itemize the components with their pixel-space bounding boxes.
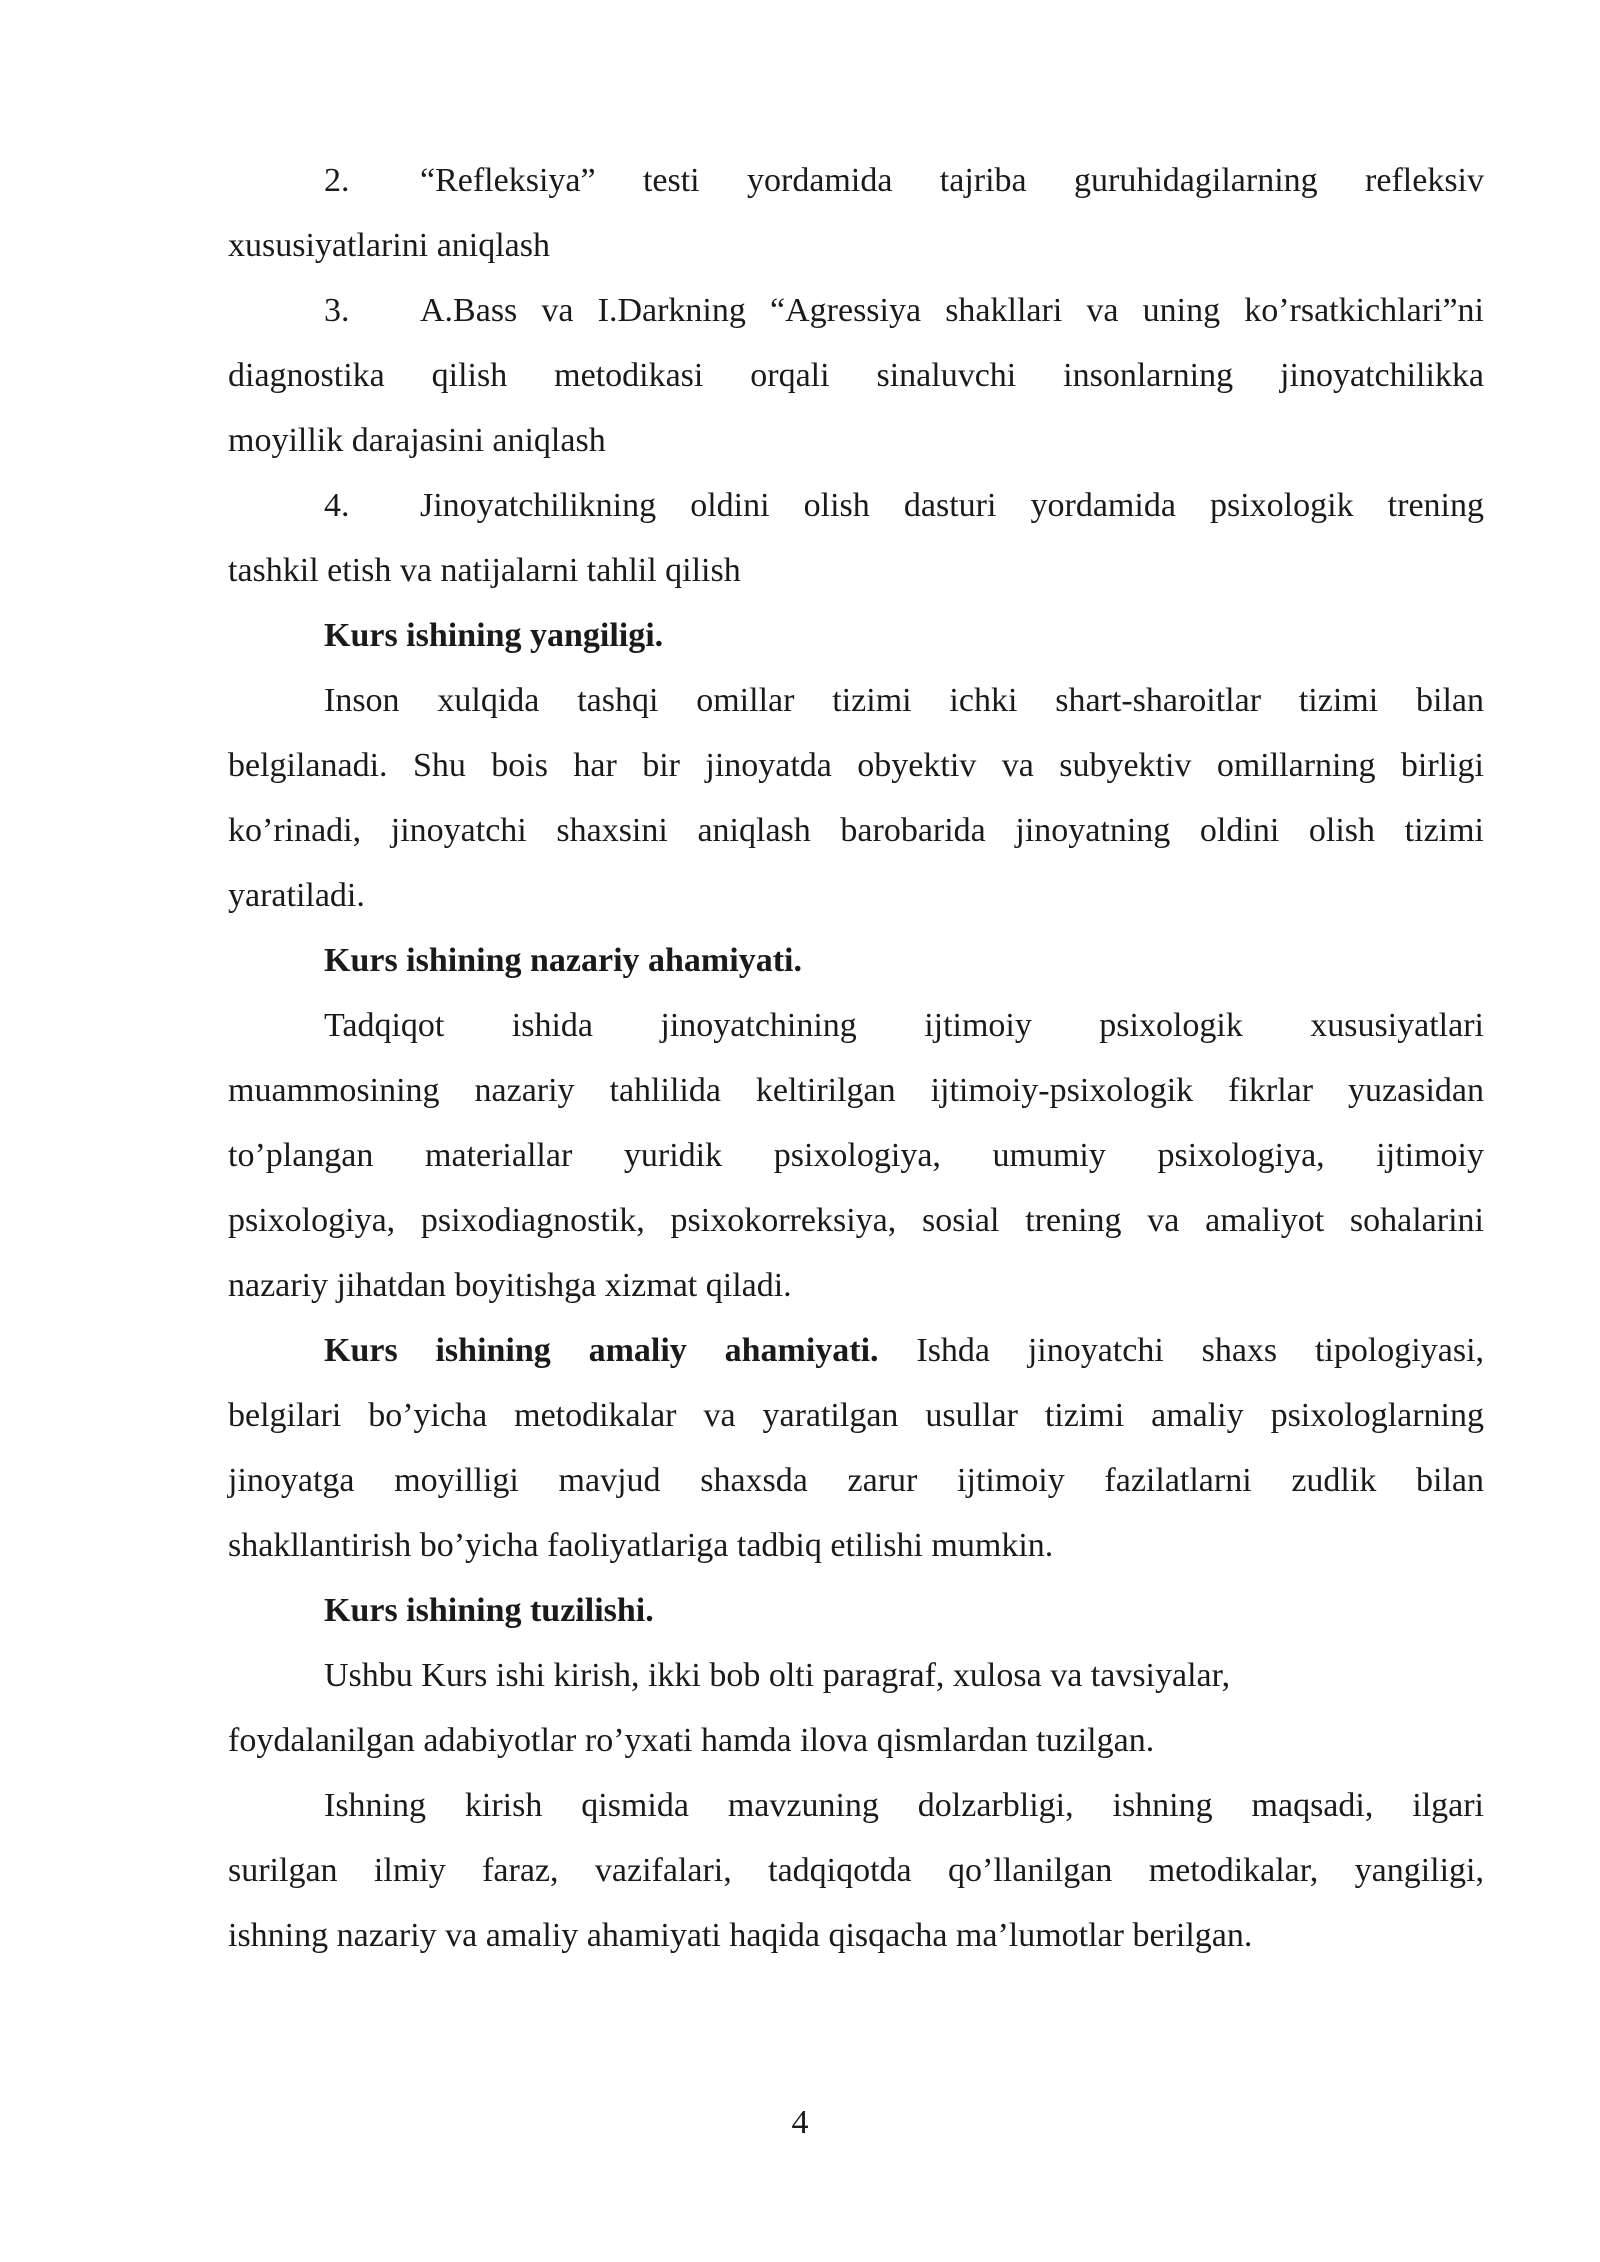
section-heading-theory: Kurs ishining nazariy ahamiyati.	[324, 942, 802, 979]
paragraph-line: psixologiya, psixodiagnostik, psixokorreksiya, sosial trening va amaliyot sohalarini	[228, 1202, 1484, 1239]
paragraph-line: nazariy jihatdan boyitishga xizmat qiladi.	[228, 1267, 792, 1304]
list-item-4-line-2: tashkil etish va natijalarni tahlil qilish	[228, 552, 741, 589]
paragraph-line: surilgan ilmiy faraz, vazifalari, tadqiqotda qo’llanilgan metodikalar, yangiligi,	[228, 1852, 1484, 1889]
paragraph-line: belgilanadi. Shu bois har bir jinoyatda obyektiv va subyektiv omillarning birligi	[228, 747, 1484, 784]
list-item-2-line-1	[228, 148, 1484, 213]
paragraph-text: Ishda jinoyatchi shaxs tipologiyasi,	[916, 1332, 1485, 1369]
list-item-3-line-2: diagnostika qilish metodikasi orqali sinaluvchi insonlarning jinoyatchilikka	[228, 357, 1484, 394]
list-item-2-line-2: xususiyatlarini aniqlash	[228, 227, 551, 264]
page-body	[228, 148, 1484, 1968]
paragraph-line: Ishning kirish qismida mavzuning dolzarbligi, ishning maqsadi, ilgari	[324, 1787, 1484, 1824]
paragraph-line: ishning nazariy va amaliy ahamiyati haqida qisqacha ma’lumotlar berilgan.	[228, 1917, 1253, 1954]
paragraph-line: Inson xulqida tashqi omillar tizimi ichki shart-sharoitlar tizimi bilan	[324, 682, 1484, 719]
paragraph-line: Ushbu Kurs ishi kirish, ikki bob olti paragraf, xulosa va tavsiyalar,	[324, 1657, 1231, 1694]
paragraph-line	[228, 1318, 1484, 1383]
page-number: 4	[791, 2104, 809, 2141]
paragraph-line: yaratiladi.	[228, 877, 365, 914]
section-heading-structure: Kurs ishining tuzilishi.	[324, 1592, 654, 1629]
section-heading-practice: Kurs ishining amaliy ahamiyati.	[324, 1332, 879, 1369]
paragraph-line: muammosining nazariy tahlilida keltirilgan ijtimoiy-psixologik fikrlar yuzasidan	[228, 1072, 1484, 1109]
list-item-number: 3.	[324, 292, 350, 329]
list-item-text: “Refleksiya” testi yordamida tajriba guruhidagilarning refleksiv	[420, 162, 1484, 199]
list-item-number: 2.	[324, 162, 350, 199]
paragraph-line: belgilari bo’yicha metodikalar va yaratilgan usullar tizimi amaliy psixologlarning	[228, 1397, 1484, 1434]
list-item-3-line-1	[228, 278, 1484, 343]
paragraph-line: shakllantirish bo’yicha faoliyatlariga tadbiq etilishi mumkin.	[228, 1527, 1054, 1564]
paragraph-line: ko’rinadi, jinoyatchi shaxsini aniqlash barobarida jinoyatning oldini olish tizimi	[228, 812, 1484, 849]
paragraph-line: jinoyatga moyilligi mavjud shaxsda zarur ijtimoiy fazilatlarni zudlik bilan	[228, 1462, 1484, 1499]
list-item-4-line-1	[228, 473, 1484, 538]
list-item-number: 4.	[324, 487, 350, 524]
paragraph-line: foydalanilgan adabiyotlar ro’yxati hamda ilova qismlardan tuzilgan.	[228, 1722, 1155, 1759]
list-item-text: Jinoyatchilikning oldini olish dasturi yordamida psixologik trening	[420, 487, 1484, 524]
list-item-3-line-3: moyillik darajasini aniqlash	[228, 422, 606, 459]
paragraph-line: Tadqiqot ishida jinoyatchining ijtimoiy psixologik xususiyatlari	[324, 1007, 1484, 1044]
paragraph-line: to’plangan materiallar yuridik psixologiya, umumiy psixologiya, ijtimoiy	[228, 1137, 1484, 1174]
list-item-text: A.Bass va I.Darkning “Agressiya shakllari va uning ko’rsatkichlari”ni	[420, 292, 1484, 329]
section-heading-novelty: Kurs ishining yangiligi.	[324, 617, 664, 654]
